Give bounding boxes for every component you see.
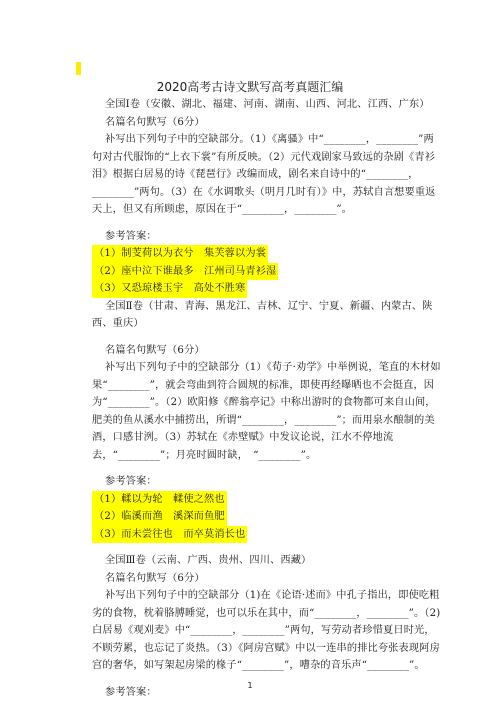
answer-line: （3）而未尝往也 而卒莫消长也 — [92, 526, 247, 544]
answer-label: 参考答案： — [105, 476, 157, 487]
answer-line: （2）座中泣下谁最多 江州司马青衫湿 — [92, 263, 278, 281]
question-type: 名篇名句默写（6分） — [105, 572, 205, 584]
section-heading: 全国Ⅲ卷（云南、广西、贵州、四川、西藏） — [105, 555, 312, 566]
section-heading: 全国Ⅰ卷（安徽、湖北、福建、河南、湖南、山西、河北、江西、广东） — [105, 99, 430, 110]
answer-label: 参考答案： — [105, 686, 157, 698]
question-text: 补写出下列句子中的空缺部分。（1）《离骚》中“________，________”两句对古代服饰的“上衣下裳”有所反映。（2）元代戏剧家马致远的杂剧《青衫泪》根据白居易的诗《琵琶行》改编而成，剧名来自诗中的“________，________”两句。（3）在《水调歌头（明月几时有）》中，苏轼自言想要重返天上，但又有所顾虑，原因在于“________，________”。 — [92, 134, 436, 215]
section-heading: 全国Ⅱ卷（甘肃、青海、黑龙江、吉林、辽宁、宁夏、新疆、内蒙古、陕西、重庆） — [92, 300, 433, 329]
answer-line: （2）临溪而渔 溪深而鱼肥 — [92, 508, 227, 526]
question-type: 名篇名句默写（6分） — [105, 344, 205, 356]
answer-line: （1）制芰荷以为衣兮 集芙蓉以为裳 — [92, 245, 268, 263]
question-text: 补写出下列句子中的空缺部分（1）《荀子·劝学》中举例说，笔直的木材如果“________”，就会弯曲到符合圆规的标准，即使再经曝晒也不会挺直，因为“________”。（2）欧阳修《醉翁亭记》中称出游时的食物都可来自山间，肥美的鱼从溪水中捕捞出，所谓“________，________”；而用泉水酿制的美酒，口感甘洌。（3）苏轼在《赤壁赋》中发议论说，江水不停地流去，“________”；月亮时圆时缺， “________”。 — [92, 362, 441, 461]
answer-line: （1）輮以为轮 輮使之然也 — [92, 491, 227, 509]
question-text: 补写出下列句子中的空缺部分（1)在《论语·述而》中孔子指出，即使吃粗劣的食物，枕着胳膊睡觉，也可以乐在其中，而“________，________”。（2)白居易《观刈麦》中“________，________”两句，写劳动者珍惜夏日时光，不顾劳累，也忘记了炎热。（3）《阿房宫赋》中以一连串的排比夸张表现阿房宫的奢华，如写架起房梁的椽子“________”，嘈杂的音乐声“________”。 — [92, 590, 441, 671]
highlight-marker — [76, 62, 81, 75]
question-type: 名篇名句默写（6分） — [105, 116, 205, 128]
document-title: 2020高考古诗文默写高考真题汇编 — [156, 80, 344, 94]
page-number: 1 — [247, 681, 253, 690]
document-body — [92, 96, 444, 701]
answer-line: （3）又恐琼楼玉宇 高处不胜寒 — [92, 280, 247, 298]
answer-label: 参考答案： — [105, 230, 157, 242]
